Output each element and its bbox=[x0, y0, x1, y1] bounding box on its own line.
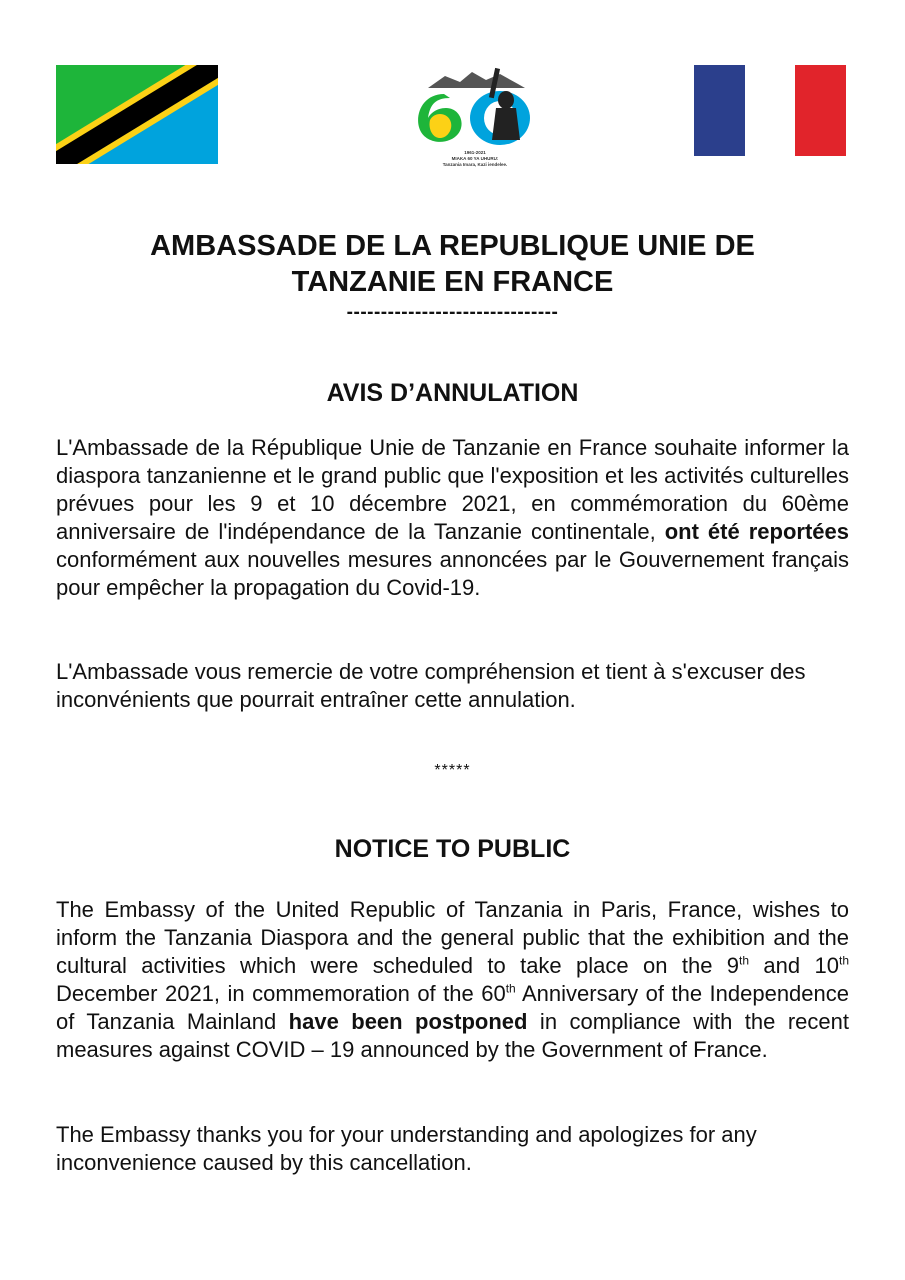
french-p1-text-b: conformément aux nouvelles mesures annoncées par le Gouvernement français pour empêcher la propagation du Covid-19. bbox=[56, 547, 849, 600]
french-paragraph-1 bbox=[56, 434, 849, 602]
english-p1-text-a: The Embassy of the United Republic of Tanzania in Paris, France, wishes to inform the Tanzania Diaspora and the general public that the exhibition and the cultural activities which were scheduled to take place on the 9 bbox=[56, 897, 849, 978]
ordinal-suffix: th bbox=[505, 981, 516, 996]
title-line-1: AMBASSADE DE LA REPUBLIQUE UNIE DE bbox=[150, 230, 755, 262]
french-heading: AVIS D’ANNULATION bbox=[326, 379, 579, 407]
english-p1-text-d: Anniversary of the Independence of Tanzania Mainland bbox=[56, 981, 849, 1034]
logo-years: 1961-2021 bbox=[464, 150, 486, 155]
french-paragraph-2: L'Ambassade vous remercie de votre compréhension et tient à s'excuser des inconvénients que pourrait entraîner cette annulation. bbox=[56, 659, 806, 712]
english-paragraph-1 bbox=[56, 896, 849, 1064]
english-p1-text-c: December 2021, in commemoration of the 60 bbox=[56, 981, 506, 1006]
embassy-title bbox=[60, 228, 845, 300]
english-p1-text-e: in compliance with the recent measures against COVID – 19 announced by the Government of France. bbox=[56, 1009, 849, 1062]
independence-60-logo bbox=[400, 58, 550, 176]
english-p1-bold: have been postponed bbox=[288, 1009, 528, 1034]
logo-slogan-line1: MIAKA 60 YA UHURU: bbox=[451, 156, 499, 161]
logo-slogan-line2: Tanzania Imara, Kazi iendelee. bbox=[442, 162, 508, 167]
tanzania-flag bbox=[56, 65, 218, 164]
ordinal-suffix: th bbox=[838, 953, 849, 968]
ordinal-suffix: th bbox=[739, 953, 750, 968]
french-p1-text-a: L'Ambassade de la République Unie de Tanzanie en France souhaite informer la diaspora tanzanienne et le grand public que l'exposition et les activités culturelles prévues pour les 9 et 10 décembre 2021, en commémoration du 60ème anniversaire de l'indépendance de la Tanzanie continentale, bbox=[56, 435, 849, 544]
english-paragraph-2: The Embassy thanks you for your understanding and apologizes for any inconvenience caused by this cancellation. bbox=[56, 1122, 757, 1175]
french-p1-bold: ont été reportées bbox=[664, 519, 849, 544]
title-line-2: TANZANIE EN FRANCE bbox=[291, 266, 614, 298]
english-p1-text-b: and 10 bbox=[749, 953, 839, 978]
title-separator: ------------------------------- bbox=[346, 302, 559, 323]
france-flag bbox=[694, 65, 846, 156]
section-separator: ***** bbox=[434, 762, 471, 779]
english-heading: NOTICE TO PUBLIC bbox=[334, 835, 571, 863]
